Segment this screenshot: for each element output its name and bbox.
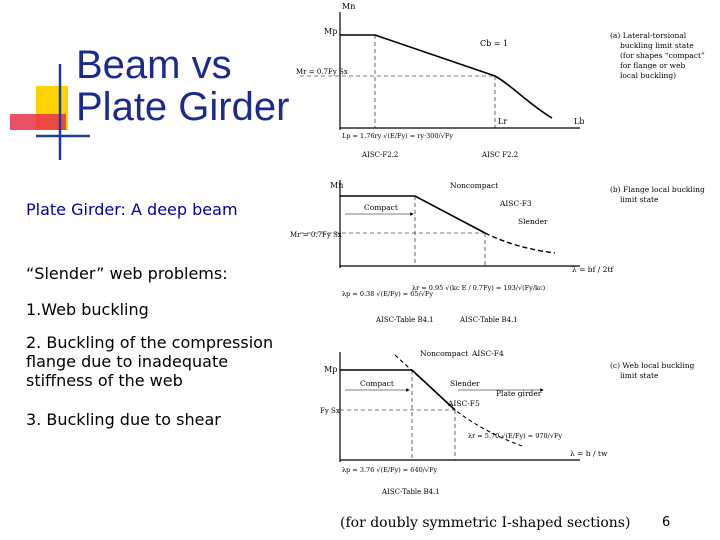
panel-c-lambda-r: λr = 5.70 √(E/Fy) = 970/√Fy <box>468 432 563 440</box>
panel-b-label-slender: Slender <box>518 217 548 226</box>
panel-c-label-f4: AISC-F4 <box>472 349 504 358</box>
panel-a-note-line: local buckling) <box>620 71 677 80</box>
panel-a-mr-label: Mr = 0.7Fy Sx <box>296 68 348 76</box>
panel-a-ref-1: AISC-F2.2 <box>362 151 399 159</box>
panel-c-label-f5: AISC-F5 <box>448 399 480 408</box>
panel-b-y-label: Mn <box>330 181 344 190</box>
panel-c-note-line: (c) Web local buckling <box>610 361 695 370</box>
panel-b-ref-1: AISC-Table B4.1 <box>376 316 434 324</box>
panel-c-label-compact: Compact <box>360 379 394 388</box>
panel-a-note-line: for flange or web <box>620 61 686 70</box>
panel-a-note <box>610 31 707 80</box>
panel-c <box>320 349 697 496</box>
panel-a-cb-label: Cb = 1 <box>480 39 509 48</box>
panel-b-curve <box>340 196 485 233</box>
panel-c-lambda: λ = h / tw <box>570 449 608 458</box>
title-line-2: Plate Girder <box>76 85 290 129</box>
panel-b-label-compact: Compact <box>364 203 398 212</box>
panel-b-lambda-p: λp = 0.38 √(E/Fy) = 65/√Fy <box>342 290 434 298</box>
panel-a-lb-label: Lb <box>574 117 585 126</box>
panel-a-mp-label: Mp <box>324 27 338 36</box>
point-slender-web: “Slender” web problems: <box>26 264 228 283</box>
panel-c-lambda-p: λp = 3.76 √(E/Fy) = 640/√Fy <box>342 466 438 474</box>
panel-b <box>290 180 707 324</box>
page-number: 6 <box>662 515 671 530</box>
panel-a-curve <box>340 35 552 118</box>
panel-a-lp-formula: Lp = 1.76ry √(E/Fy) = ry·300/√Fy <box>342 132 454 140</box>
panel-c-label-noncompact: Noncompact <box>420 349 469 358</box>
subtitle: Plate Girder: A deep beam <box>26 200 238 219</box>
panel-c-ref-1: AISC-Table B4.1 <box>382 488 440 496</box>
panel-a-y-label: Mn <box>342 2 356 11</box>
deco-red-bar <box>10 114 66 130</box>
panel-b-lambda-r: λr = 0.95 √(kc E / 0.7Fy) = 193/√(Fy/kc) <box>412 284 546 292</box>
panel-a-note-line: (for shapes “compact” <box>620 51 705 60</box>
panel-a <box>296 2 707 159</box>
panel-b-slender-curve <box>485 233 555 253</box>
panel-c-fy-label: Fy Sx <box>320 407 340 415</box>
panel-a-note-line: buckling limit state <box>620 41 694 50</box>
panel-b-note-line: limit state <box>620 195 659 204</box>
title-line-1: Beam vs <box>76 43 232 87</box>
panel-a-ref-2: AISC F2.2 <box>482 151 519 159</box>
panel-b-ref-2: AISC-Table B4.1 <box>460 316 518 324</box>
panel-b-label-noncompact: Noncompact <box>450 181 499 190</box>
panel-a-note-line: (a) Lateral-torsional <box>610 31 687 40</box>
panel-b-lambda: λ = bf / 2tf <box>572 265 614 274</box>
panel-c-label-plate-girder: Plate girder <box>496 389 542 398</box>
point-web-buckling: 1.Web buckling <box>26 300 149 319</box>
panel-a-lr-label: Lr <box>498 117 508 126</box>
panel-b-note-line: (b) Flange local buckling <box>610 185 705 194</box>
panel-c-note <box>610 361 697 380</box>
page-title <box>76 44 316 128</box>
figure-caption: (for doubly symmetric I-shaped sections) <box>340 515 631 531</box>
panel-c-label-slender: Slender <box>450 379 480 388</box>
panel-c-note-line: limit state <box>620 371 659 380</box>
panel-b-note <box>610 185 707 204</box>
panel-b-mr-label: Mr = 0.7Fy Sx <box>290 231 342 239</box>
panel-b-label-f3: AISC-F3 <box>500 199 532 208</box>
point-shear-buckling: 3. Buckling due to shear <box>26 410 221 429</box>
limit-state-figure <box>290 0 720 500</box>
panel-c-mp-label: Mp <box>324 365 338 374</box>
point-flange-buckling: 2. Buckling of the compression flange due to inadequate stiffness of the web <box>26 333 274 390</box>
